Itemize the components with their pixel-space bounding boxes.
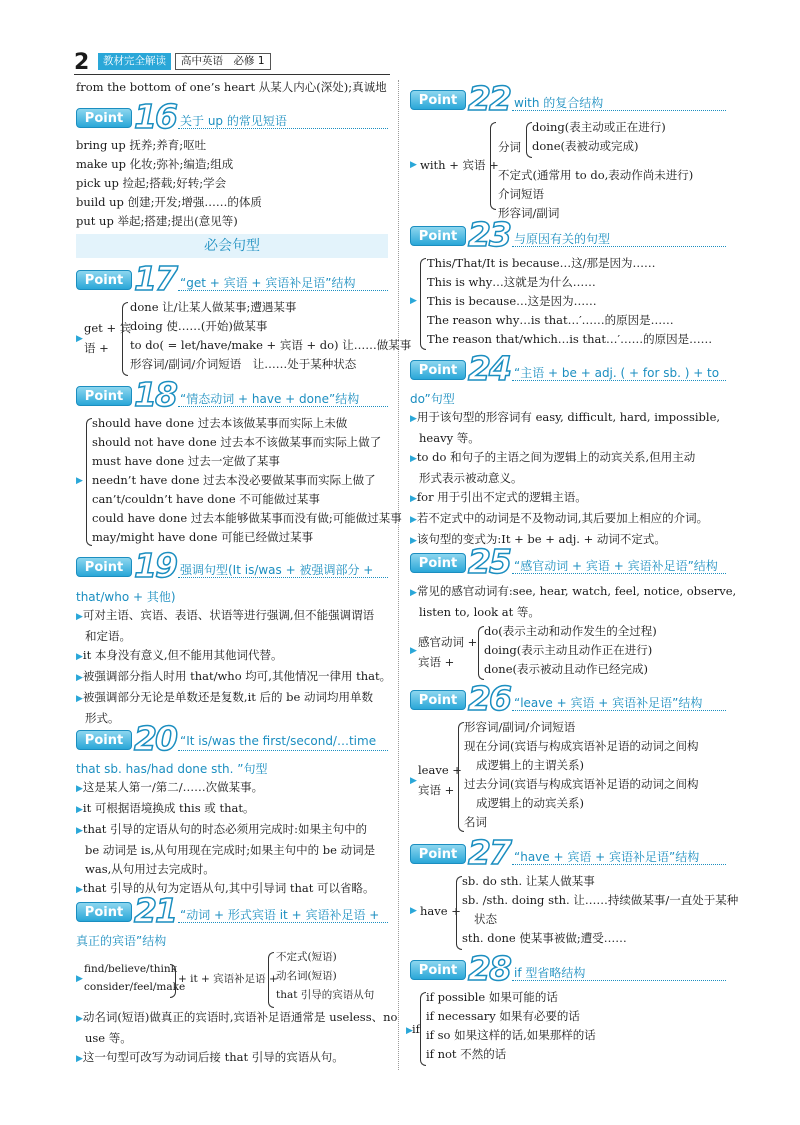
point-number: 17 xyxy=(134,259,176,298)
page-number: 2 xyxy=(74,50,90,75)
line-text: 若不定式中的动词是不及物动词,其后要加上相应的介词。 xyxy=(416,511,709,525)
point-17-items xyxy=(130,298,411,374)
point-28-items xyxy=(426,988,596,1064)
subject-label: 高中英语 必修 1 xyxy=(175,53,271,70)
list-item: This/That/It is because…这/那是因为…… xyxy=(427,256,656,270)
point-tag: Point xyxy=(410,844,466,864)
point-26-heading xyxy=(410,679,724,718)
point-number: 16 xyxy=(134,97,176,136)
list-item xyxy=(76,778,375,799)
list-item: 成逻辑上的动宾关系) xyxy=(476,796,584,810)
list-item: 现在分词(宾语与构成宾语补足语的动词之间构 xyxy=(464,739,699,753)
title-underline xyxy=(512,246,726,247)
point-25-items xyxy=(484,622,657,679)
list-item: if so 如果这样的话,如果那样的话 xyxy=(426,1028,596,1042)
list-item: put up 举起;搭建;提出(意见等) xyxy=(76,214,238,228)
line-text: 用于该句型的形容词有 easy, difficult, hard, impossible, xyxy=(416,410,721,424)
point-21-notes xyxy=(76,1008,397,1069)
list-item: doing(表主动或正在进行) xyxy=(532,120,666,134)
point-title: 强调句型(It is/was + 被强调部分 + xyxy=(180,563,374,577)
bullet-triangle-icon: ▶ xyxy=(410,646,417,656)
point-26-left xyxy=(418,760,462,800)
verb-group: find/believe/think xyxy=(84,963,178,975)
title-underline xyxy=(178,922,388,923)
point-number: 18 xyxy=(134,375,176,414)
point-title: “感官动词 + 宾语 + 宾语补足语”结构 xyxy=(514,559,718,573)
point-18-heading xyxy=(76,375,390,414)
list-item: The reason that/which…is that…′……的原因是…… xyxy=(427,332,713,346)
point-number: 24 xyxy=(468,349,510,388)
point-title: if 型省略结构 xyxy=(514,966,586,980)
list-item: that 引导的宾语从句 xyxy=(276,989,375,1001)
list-item: should have done 过去本该做某事而实际上未做 xyxy=(92,416,348,430)
list-item: was,从句用过去完成时。 xyxy=(85,862,215,876)
line-text: 这是某人第一/第二/……次做某事。 xyxy=(82,780,264,794)
point-tag: Point xyxy=(76,902,132,922)
point-24-heading xyxy=(410,349,724,388)
brace xyxy=(420,258,426,350)
point-19-heading xyxy=(76,546,390,585)
point-title: “get + 宾语 + 宾语补足语”结构 xyxy=(180,276,356,290)
point-28-heading xyxy=(410,949,724,988)
list-item: be 动词是 is,从句用现在完成时;如果主句中的 be 动词是 xyxy=(85,843,376,857)
line-text: 该句型的变式为:It + be + adj. + 动词不定式。 xyxy=(416,532,666,546)
point-27-items xyxy=(462,872,738,948)
point-number: 22 xyxy=(468,79,510,118)
point-22-heading xyxy=(410,79,724,118)
point-23-items xyxy=(427,254,712,349)
point-25-body xyxy=(410,582,736,622)
column-divider xyxy=(398,80,399,1070)
line-text: it 可根据语境换成 this 或 that。 xyxy=(82,801,255,815)
point-19-body xyxy=(76,606,391,728)
bullet-triangle-icon: ▶ xyxy=(410,414,417,424)
point-title: “主语 + be + adj. ( + for sb. ) + to xyxy=(514,366,720,380)
line-text: it 本身没有意义,但不能用其他词代替。 xyxy=(82,648,283,662)
list-item: 状态 xyxy=(474,912,497,926)
point-27-left: have + xyxy=(420,904,461,918)
list-item: This is because…这是因为…… xyxy=(427,294,597,308)
point-26-items xyxy=(464,718,698,832)
point-title: “It is/was the first/second/…time xyxy=(180,734,377,748)
brace xyxy=(268,952,274,1008)
bullet-triangle-icon: ▶ xyxy=(76,694,83,704)
list-item: done 让/让某人做某事;遭遇某事 xyxy=(130,300,297,314)
bullet-triangle-icon: ▶ xyxy=(410,494,417,504)
point-title: “情态动词 + have + done”结构 xyxy=(180,392,360,406)
list-item: 分词 xyxy=(498,140,521,154)
title-underline xyxy=(512,980,726,981)
list-item xyxy=(76,820,375,841)
list-item: pick up 捡起;搭载;好转;学会 xyxy=(76,176,227,190)
list-item: 过去分词(宾语与构成宾语补足语的动词之间构 xyxy=(464,777,699,791)
title-underline xyxy=(178,406,388,407)
point-20-heading xyxy=(76,719,390,758)
line-text: 这一句型可改写为动词后接 that 引导的宾语从句。 xyxy=(82,1050,344,1064)
point-16-heading xyxy=(76,97,390,136)
bullet-triangle-icon: ▶ xyxy=(76,974,83,984)
bullet-triangle-icon: ▶ xyxy=(76,652,83,662)
list-item: sth. done 使某事被做;遭受…… xyxy=(462,931,627,945)
point-23-heading xyxy=(410,215,724,254)
point-19-title-cont: that/who + 其他) xyxy=(76,590,176,604)
list-item: should not have done 过去本不该做某事而实际上做了 xyxy=(92,435,382,449)
point-17-heading xyxy=(76,259,390,298)
bullet-triangle-icon: ▶ xyxy=(410,588,417,598)
list-item xyxy=(76,1048,397,1069)
list-item xyxy=(410,448,720,469)
point-tag: Point xyxy=(410,226,466,246)
title-underline xyxy=(178,577,388,578)
left-term: 宾语 + xyxy=(418,655,455,669)
list-item: do(表示主动和动作发生的全过程) xyxy=(484,624,657,638)
line-text: for 用于引出不定式的逻辑主语。 xyxy=(416,490,587,504)
list-item: if not 不然的话 xyxy=(426,1047,507,1061)
list-item: sb. /sth. doing sth. 让……持续做某事/一直处于某种 xyxy=(462,893,739,907)
list-item: doing(表示主动且动作正在进行) xyxy=(484,643,653,657)
bullet-triangle-icon: ▶ xyxy=(406,1026,413,1036)
bullet-triangle-icon: ▶ xyxy=(76,673,83,683)
bullet-triangle-icon: ▶ xyxy=(410,454,417,464)
list-item: 和定语。 xyxy=(85,629,131,643)
point-16-body xyxy=(76,136,262,231)
bullet-triangle-icon: ▶ xyxy=(410,536,417,546)
left-term: get + 宾 xyxy=(84,321,132,335)
list-item: if necessary 如果有必要的话 xyxy=(426,1009,580,1023)
point-25-left xyxy=(418,632,477,672)
line-text: 常见的感官动词有:see, hear, watch, feel, notice, observe, xyxy=(416,584,737,598)
list-item: make up 化妆;弥补;编造;组成 xyxy=(76,157,234,171)
point-number: 25 xyxy=(468,542,510,581)
point-title: “have + 宾语 + 宾语补足语”结构 xyxy=(514,850,700,864)
list-item: 形容词/副词/介词短语 让……处于某种状态 xyxy=(130,357,357,371)
title-underline xyxy=(178,750,388,751)
list-item xyxy=(76,606,391,627)
list-item: 介词短语 xyxy=(498,187,544,201)
point-21-title-cont: 真正的宾语”结构 xyxy=(76,934,167,948)
line-text: that 引导的定语从句的时态必须用完成时:如果主句中的 xyxy=(82,822,367,836)
point-number: 27 xyxy=(468,833,510,872)
list-item xyxy=(76,799,375,820)
point-27-heading xyxy=(410,833,724,872)
point-tag: Point xyxy=(410,90,466,110)
bullet-triangle-icon: ▶ xyxy=(410,906,417,916)
point-title: “动词 + 形式宾语 it + 宾语补足语 + xyxy=(180,908,380,922)
bullet-triangle-icon: ▶ xyxy=(76,1054,83,1064)
list-item xyxy=(410,408,720,429)
bullet-triangle-icon: ▶ xyxy=(410,296,417,306)
list-item xyxy=(410,530,720,551)
line-text: 动名词(短语)做真正的宾语时,宾语补足语通常是 useless、no xyxy=(82,1010,398,1024)
brace xyxy=(490,122,496,210)
point-tag: Point xyxy=(76,730,132,750)
point-title: “leave + 宾语 + 宾语补足语”结构 xyxy=(514,696,703,710)
bullet-triangle-icon: ▶ xyxy=(76,476,83,486)
list-item xyxy=(76,1008,397,1029)
list-item: 名词 xyxy=(464,815,487,829)
point-24-body xyxy=(410,408,720,551)
line-text: 被强调部分指人时用 that/who 均可,其他情况一律用 that。 xyxy=(82,669,392,683)
header-rule xyxy=(74,74,390,75)
list-item: heavy 等。 xyxy=(419,431,480,445)
bullet-triangle-icon: ▶ xyxy=(76,612,83,622)
point-tag: Point xyxy=(76,108,132,128)
point-21-items xyxy=(276,948,374,1005)
list-item: build up 创建;开发;增强……的体质 xyxy=(76,195,262,209)
bullet-triangle-icon: ▶ xyxy=(76,805,83,815)
line-text: that 引导的从句为定语从句,其中引导词 that 可以省略。 xyxy=(82,881,375,895)
point-number: 28 xyxy=(468,949,510,988)
point-number: 26 xyxy=(468,679,510,718)
list-item: done(表示被动且动作已经完成) xyxy=(484,662,648,676)
point-number: 23 xyxy=(468,215,510,254)
bullet-triangle-icon: ▶ xyxy=(76,1014,83,1024)
intro-line: from the bottom of one’s heart 从某人内心(深处);真诚地 xyxy=(76,80,387,94)
point-number: 20 xyxy=(134,719,176,758)
point-18-items xyxy=(92,414,402,547)
title-underline xyxy=(178,290,388,291)
list-item: sb. do sth. 让某人做某事 xyxy=(462,874,595,888)
list-item: must have done 过去一定做了某事 xyxy=(92,454,280,468)
list-item: to do( = let/have/make + 宾语 + do) 让……做某事 xyxy=(130,338,412,352)
list-item: 形容词/副词/介词短语 xyxy=(464,720,576,734)
point-28-left: if xyxy=(412,1022,420,1036)
list-item: listen to, look at 等。 xyxy=(419,605,540,619)
title-underline xyxy=(512,573,726,574)
point-title: with 的复合结构 xyxy=(514,96,604,110)
title-underline xyxy=(512,710,726,711)
list-item: 不定式(通常用 to do,表动作尚未进行) xyxy=(498,168,694,182)
title-underline xyxy=(512,864,726,865)
point-22-sub xyxy=(532,118,666,156)
list-item: if possible 如果可能的话 xyxy=(426,990,558,1004)
list-item: bring up 抚养;养育;呕吐 xyxy=(76,138,207,152)
point-title: 关于 up 的常见短语 xyxy=(180,114,287,128)
left-term: 语 + xyxy=(84,341,109,355)
list-item: 形容词/副词 xyxy=(498,206,560,220)
bullet-triangle-icon: ▶ xyxy=(410,515,417,525)
title-underline xyxy=(512,110,726,111)
bullet-triangle-icon: ▶ xyxy=(410,160,417,170)
point-tag: Point xyxy=(76,270,132,290)
title-underline xyxy=(178,128,388,129)
verb-group: consider/feel/make xyxy=(84,981,186,993)
bullet-triangle-icon: ▶ xyxy=(410,776,417,786)
line-text: 可对主语、宾语、表语、状语等进行强调,但不能强调谓语 xyxy=(82,608,375,622)
point-tag: Point xyxy=(76,557,132,577)
list-item: This is why…这就是为什么…… xyxy=(427,275,596,289)
list-item: The reason why…is that…′……的原因是…… xyxy=(427,313,674,327)
point-tag: Point xyxy=(410,960,466,980)
bullet-triangle-icon: ▶ xyxy=(76,826,83,836)
list-item xyxy=(410,509,720,530)
brace xyxy=(122,302,128,376)
brace xyxy=(170,964,176,998)
list-item: 不定式(短语) xyxy=(276,951,337,963)
point-number: 21 xyxy=(134,891,176,930)
list-item xyxy=(76,879,375,900)
list-item xyxy=(410,582,736,603)
point-tag: Point xyxy=(410,553,466,573)
list-item xyxy=(76,688,391,709)
list-item: 成逻辑上的主谓关系) xyxy=(476,758,584,772)
point-tag: Point xyxy=(410,360,466,380)
left-term: 感官动词 + xyxy=(418,635,478,649)
list-item: can’t/couldn’t have done 不可能做过某事 xyxy=(92,492,320,506)
section-banner: 必会句型 xyxy=(76,234,388,258)
list-item: use 等。 xyxy=(85,1031,132,1045)
bullet-triangle-icon: ▶ xyxy=(76,334,83,344)
bullet-triangle-icon: ▶ xyxy=(76,885,83,895)
list-item: may/might have done 可能已经做过某事 xyxy=(92,530,314,544)
bullet-triangle-icon: ▶ xyxy=(76,784,83,794)
left-term: 宾语 + xyxy=(418,783,455,797)
list-item xyxy=(410,488,720,509)
list-item: 动名词(短语) xyxy=(276,970,337,982)
line-text: 被强调部分无论是单数还是复数,it 后的 be 动词均用单数 xyxy=(82,690,374,704)
point-20-body xyxy=(76,778,375,900)
list-item: could have done 过去本能够做某事而没有做;可能做过某事 xyxy=(92,511,402,525)
list-item: doing 使……(开始)做某事 xyxy=(130,319,268,333)
point-22-left: with + 宾语 + xyxy=(420,158,499,172)
point-21-heading xyxy=(76,891,390,930)
point-title: 与原因有关的句型 xyxy=(514,232,611,246)
list-item: 形式表示被动意义。 xyxy=(419,471,523,485)
list-item xyxy=(76,667,391,688)
list-item: needn’t have done 过去本没必要做某事而实际上做了 xyxy=(92,473,376,487)
point-20-title-cont: that sb. has/had done sth. ”句型 xyxy=(76,762,268,776)
list-item: 形式。 xyxy=(85,711,120,725)
title-underline xyxy=(512,380,726,381)
point-number: 19 xyxy=(134,546,176,585)
point-24-title-cont: do”句型 xyxy=(410,392,455,406)
line-text: to do 和句子的主语之间为逻辑上的动宾关系,但用主动 xyxy=(416,450,696,464)
point-tag: Point xyxy=(410,690,466,710)
left-term: leave + xyxy=(418,763,462,777)
point-tag: Point xyxy=(76,386,132,406)
point-21-middle: + it + 宾语补足语 + xyxy=(178,973,278,985)
list-item xyxy=(76,646,391,667)
point-25-heading xyxy=(410,542,724,581)
book-badge: 教材完全解读 xyxy=(98,53,171,70)
list-item: done(表被动或完成) xyxy=(532,139,639,153)
